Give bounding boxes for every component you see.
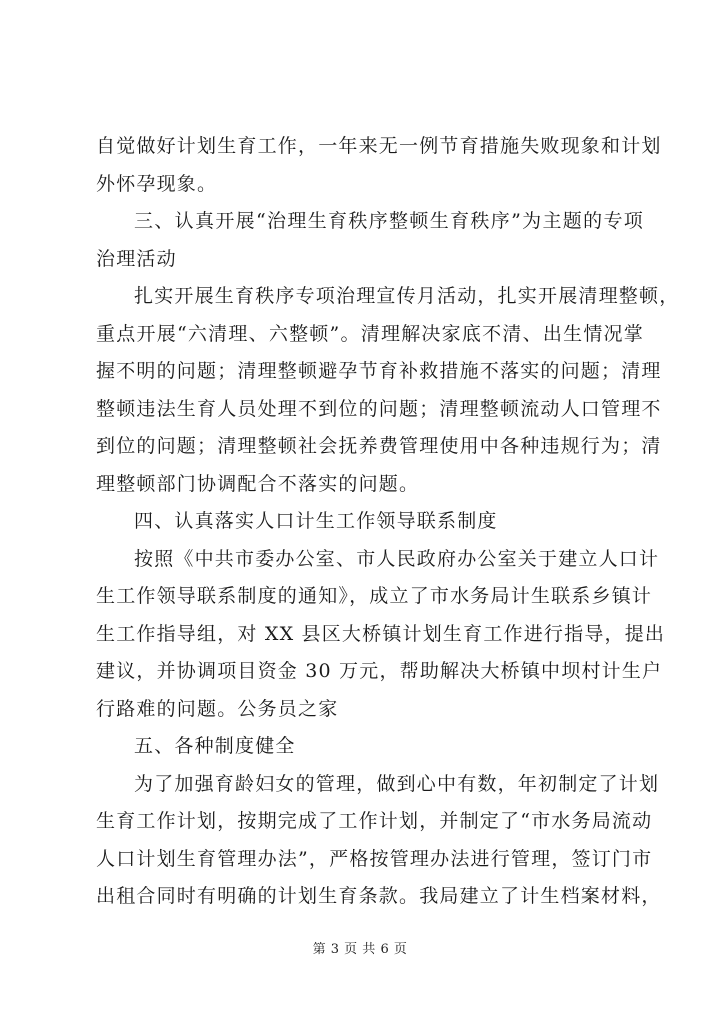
paragraph-line: 生工作指导组，对 XX 县区大桥镇计划生育工作进行指导，提出 xyxy=(96,622,666,645)
paragraph-line: 整顿违法生育人员处理不到位的问题；清理整顿流动人口管理不 xyxy=(96,397,662,420)
paragraph-line: 生育工作计划，按期完成了工作计划，并制定了“市水务局流动 xyxy=(96,810,653,832)
section-heading: 五、各种制度健全 xyxy=(134,735,296,757)
paragraph-line: 外怀孕现象。 xyxy=(96,172,218,195)
paragraph-line: 生工作领导联系制度的通知》，成立了市水务局计生联系乡镇计 xyxy=(96,585,653,607)
paragraph-line: 按照《中共市委办公室、市人民政府办公室关于建立人口计 xyxy=(134,547,660,570)
page-number-footer: 第 3 页 共 6 页 xyxy=(312,942,408,957)
paragraph-line: 握不明的问题；清理整顿避孕节育补救措施不落实的问题；清理 xyxy=(96,360,662,382)
paragraph-line: 到位的问题；清理整顿社会抚养费管理使用中各种违规行为；清 xyxy=(96,435,662,457)
paragraph-line: 理整顿部门协调配合不落实的问题。 xyxy=(96,472,420,495)
paragraph-line: 人口计划生育管理办法”，严格按管理办法进行管理，签订门市 xyxy=(96,847,653,870)
section-heading: 四、认真落实人口计生工作领导联系制度 xyxy=(134,510,498,532)
paragraph-line: 扎实开展生育秩序专项治理宣传月活动，扎实开展清理整顿， xyxy=(134,285,680,307)
paragraph-line: 重点开展“六清理、六整顿”。清理解决家底不清、出生情况掌 xyxy=(96,322,644,345)
paragraph-line: 自觉做好计划生育工作，一年来无一例节育措施失败现象和计划 xyxy=(96,135,662,157)
document-body xyxy=(96,128,680,916)
paragraph-line: 建议，并协调项目资金 30 万元，帮助解决大桥镇中坝村计生户 xyxy=(96,660,663,682)
section-heading: 治理活动 xyxy=(96,247,177,270)
paragraph-line: 出租合同时有明确的计划生育条款。我局建立了计生档案材料， xyxy=(96,885,662,907)
section-heading: 三、认真开展“治理生育秩序整顿生育秩序”为主题的专项 xyxy=(134,210,644,232)
paragraph-line: 为了加强育龄妇女的管理，做到心中有数，年初制定了计划 xyxy=(134,772,660,795)
paragraph-line: 行路难的问题。公务员之家 xyxy=(96,697,339,720)
